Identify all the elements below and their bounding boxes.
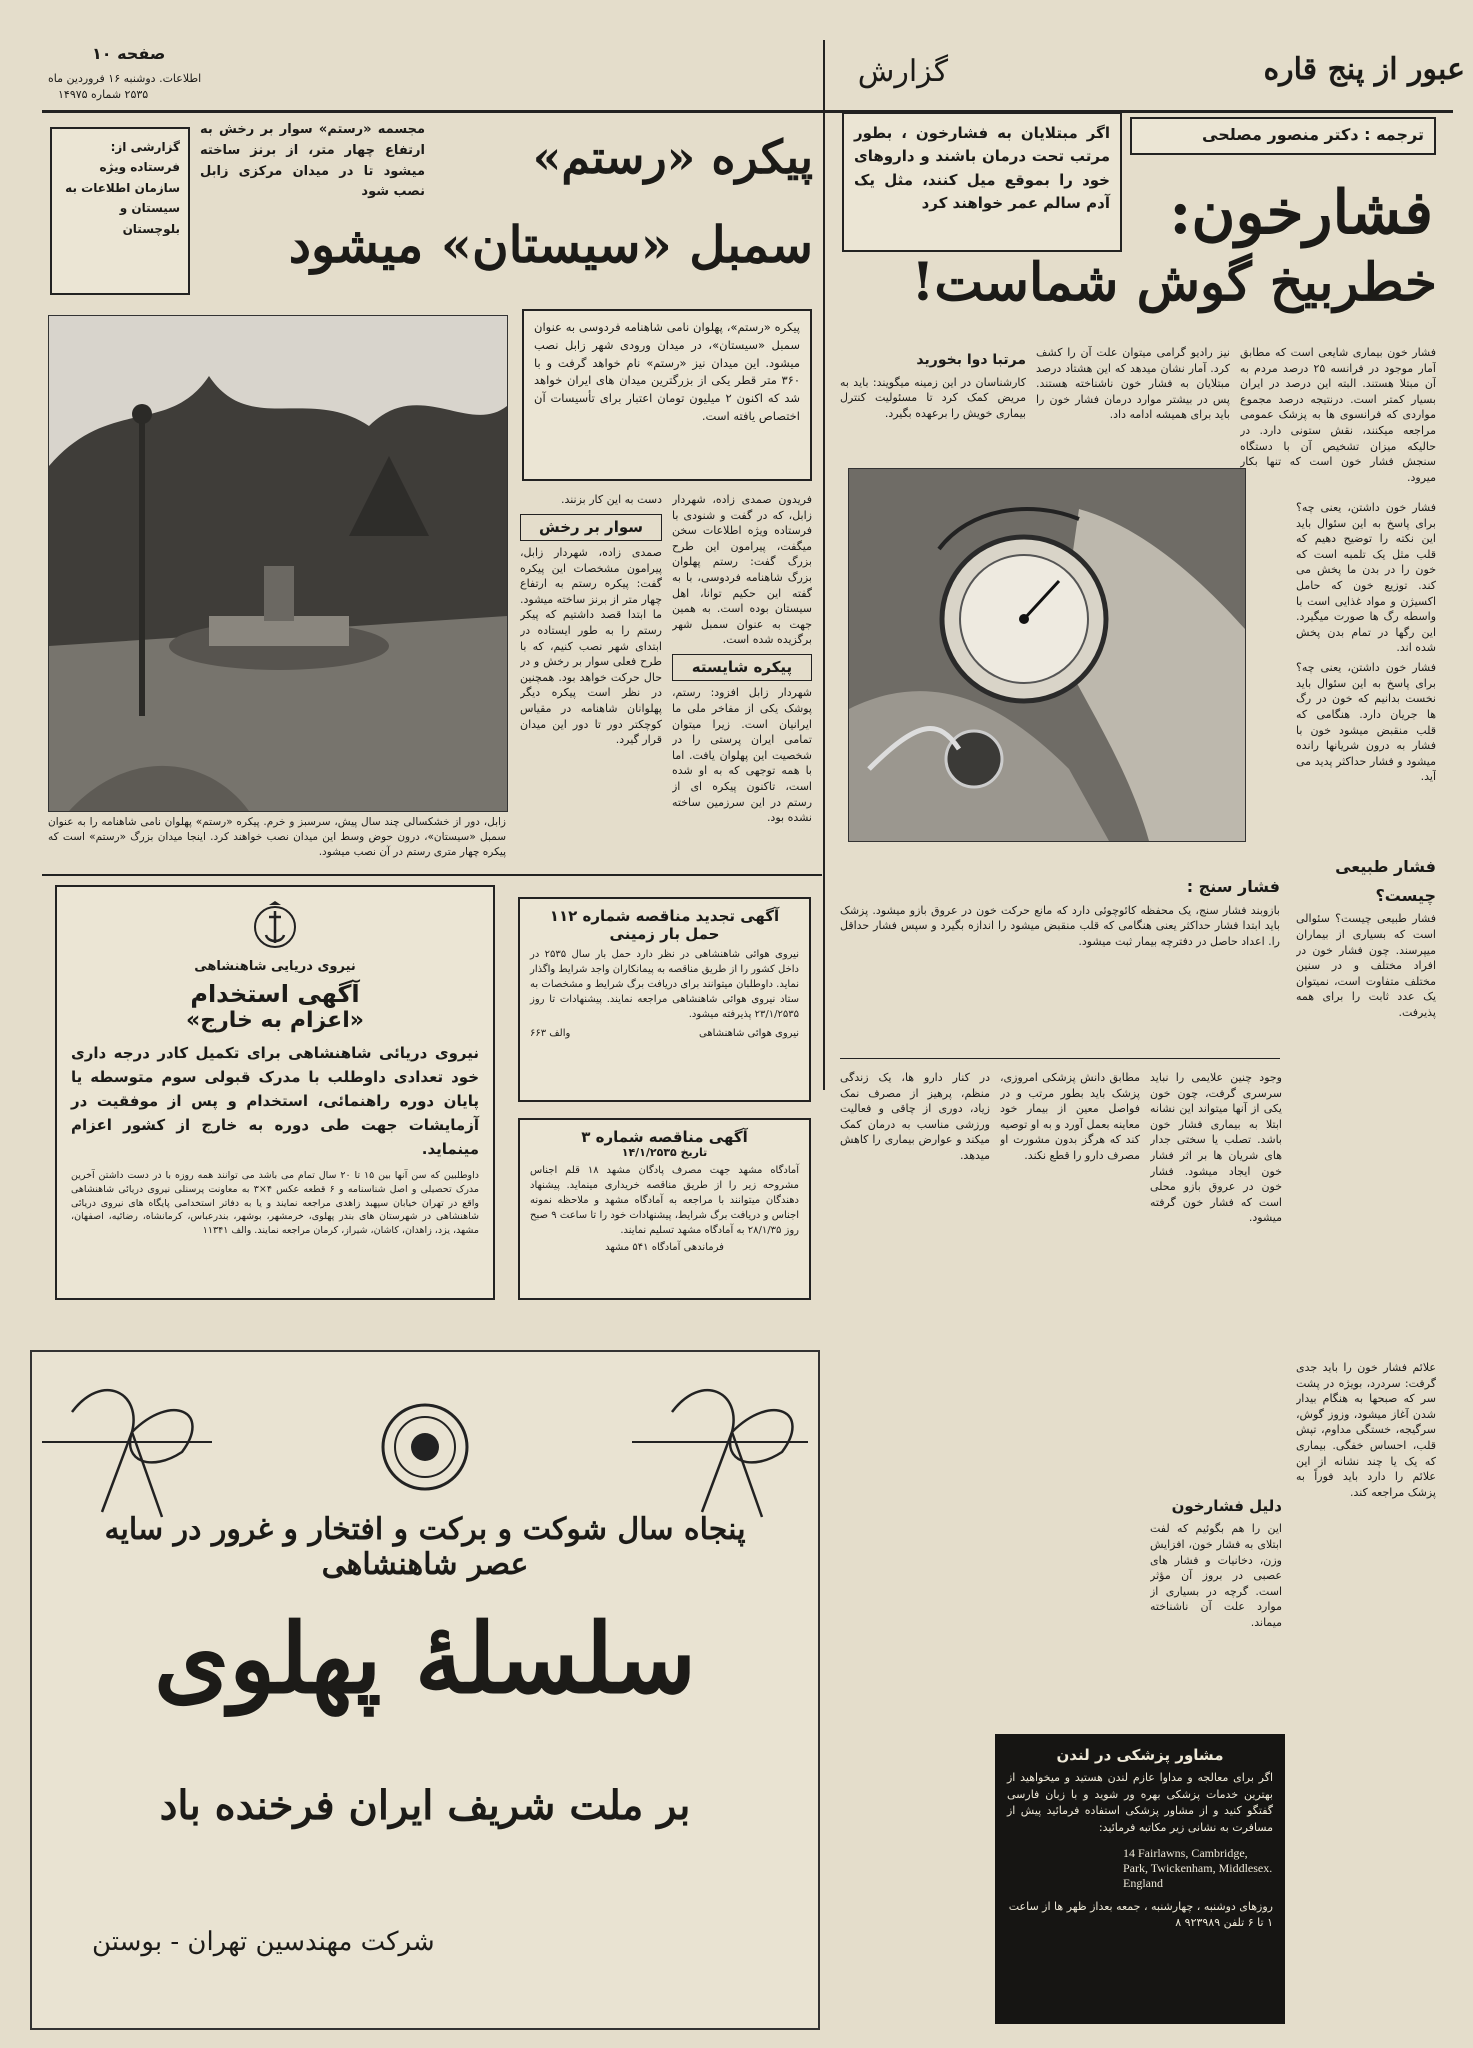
paragraph: فشار طبیعی چیست؟ سئوالی است که بسیاری از بیماران میپرسند. چون فشار خون در افراد مختلف و در سنین مختلف متفاوت است، نمیتوان یک عدد ثابت را برای همه پذیرفت.: [1296, 912, 1436, 1020]
subhead: چیست؟: [1375, 885, 1436, 905]
rostam-col-1: [672, 492, 812, 872]
photo-caption: زابل، دور از خشکسالی چند سال پیش، سرسبز و خرم. پیکره «رستم» پهلوان نامی شاهنامه را به عنوان سمبل «سیستان»، درون حوض وسط این میدان نصب خواهند کرد. اینجا میدان بزرگ «رستم» است که پیکره چهار متری رستم در آن نصب میشود.: [48, 816, 506, 859]
london-ad: [995, 1734, 1285, 2024]
blood-lower-rule: [840, 1058, 1280, 1059]
gauge-illustration: [849, 469, 1245, 841]
rostam-col-2: [520, 492, 662, 872]
paragraph: فشار خون بیماری شایعی است که مطابق آمار موجود در فرانسه ۲۵ درصد مردم به آن مبتلا هستند. البته این درصد در ایران بسیار کمتر است. درنتیجه درصد مجموع مواردی که فرانسوی ها به پزشک عمومی مراجعه میکنند، نقش ستونی دارد. در حالیکه میزان تشخیص آن با دستگاه سنجش فشار خون است که تنها بکار میرود.: [1240, 346, 1436, 484]
blood-headline-2: خطربیخ گوش شماست!: [911, 252, 1437, 313]
page-number: صفحه ۱۰: [92, 44, 166, 63]
park-illustration: [49, 316, 507, 811]
paragraph: فشار خون داشتن، یعنی چه؟ برای پاسخ به این سئوال باید نخست بدانیم که خون در رگ ها جریان دارد. هنگامی که قلب منقبض میشود خون با فشار به درون شریانها رانده میشود و فشار حداکثر پدید می آید.: [1296, 661, 1436, 784]
tender-3-ad: [518, 1118, 811, 1300]
tender-112-signer: نیروی هوائی شاهنشاهی: [699, 1028, 799, 1039]
london-hours: روزهای دوشنبه ، چهارشنبه ، جمعه بعداز ظهر ها از ساعت ۱ تا ۶ تلفن ۹۲۳۹۸۹ ۸: [1008, 1900, 1273, 1929]
rostam-intro-box: [522, 309, 812, 481]
navy-details: داوطلبین که سن آنها بین ۱۵ تا ۲۰ سال تمام می باشد می توانند همه روزه با در دست داشتن آخرین مدرک تحصیلی و اصل شناسنامه و ۶ قطعه عکس ۴×۳ به معاونت پرسنلی نیروی دریائی شاهنشاهی واقع در تهران خیابان سپهبد زاهدی مراجعه نمایند و یا به دفاتر استخدامی پایگاه های نیروی دریائی شاهنشاهی در شهرستان های بندر پهلوی، خرمشهر، بوشهر، بندرعباس، کرمانشاه، رضائیه، اصفهان، مشهد، یزد، زاهدان، کاشان، شیراز، کرمان مراجعه نمایند. والف ۱۱۳۴۱: [71, 1170, 479, 1237]
paragraph: نیز رادیو گرامی میتوان علت آن را کشف کرد. آمار نشان میدهد که این هشتاد درصد مبتلایان به فشار خون ناشناخته هستند. پس در بیشتر موارد درمان فشار خون را باید برای همیشه ادامه داد.: [1036, 346, 1230, 422]
middle-rule: [42, 874, 822, 876]
causes-section: [1150, 1490, 1282, 1730]
callout-box: [842, 112, 1122, 252]
tender-112-subtitle: حمل بار زمینی: [609, 925, 720, 943]
navy-ad: [55, 885, 495, 1300]
zabol-square-photo: [48, 315, 508, 812]
issue-date: اطلاعات. دوشنبه ۱۶ فروردین ماه: [48, 72, 202, 85]
tender-112-footer: [530, 1028, 799, 1039]
paragraph: در کنار دارو ها، یک زندگی منظم، پرهیز از مصرف نمک زیاد، دوری از چاقی و فعالیت ورزشی مناسب به درمان کمک میکند و عوارض بیماری را کاهش میدهد.: [840, 1071, 990, 1163]
anchor-emblem-icon: [252, 901, 298, 957]
blood-col-right: [1296, 500, 1436, 840]
tender-3-signer: فرماندهی آمادگاه ۵۴۱ مشهد: [605, 1242, 724, 1253]
column-divider-main: [823, 40, 825, 1090]
tender-112-body: نیروی هوائی شاهنشاهی در نظر دارد حمل بار سال ۲۵۳۵ در داخل کشور را از طریق مناقصه به پیمانکاران واجد شرایط واگذار نماید. داوطلبان میتوانند برای دریافت برگ شرایط و مشخصات به ستاد نیروی هوائی شاهنشاهی مراجعه نمایند. پیشنهادات تا روز ۲۳/۱/۲۵۳۵ پذیرفته میشود.: [530, 949, 799, 1020]
callout-text: اگر مبتلایان به فشارخون ، بطور مرتب تحت درمان باشند و داروهای خود را بموقع میل کنند، مثل یک آدم سالم عمر خواهند کرد: [854, 124, 1110, 212]
rostam-intro: پیکره «رستم»، پهلوان نامی شاهنامه فردوسی به عنوان سمبل «سیستان»، در میدان ورودی شهر زابل نصب میشود. این میدان نیز «رستم» نام خواهد گرفت و با ۳۶۰ متر قطر یکی از بزرگترین میدان های ایران خواهد شد که اکنون ۲ میلیون تومان اعتبار برای تأسیسات آن اختصاص یافته است.: [534, 320, 800, 424]
rostam-headline-1: پیکره «رستم»: [532, 130, 813, 184]
rostam-subhead: مجسمه «رستم» سوار بر رخش به ارتفاع چهار متر، از برنز ساخته میشود تا در میدان مرکزی زابل نصب شود: [200, 122, 425, 200]
paragraph: مطابق دانش پزشکی امروزی، پزشک باید بطور مرتب و در فواصل معین از بیمار خود معاینه بعمل آورد و به او توصیه کند که هرگز بدون مشورت او مصرف دارو را قطع نکند.: [1000, 1071, 1140, 1163]
paragraph: فشار خون داشتن، یعنی چه؟ برای پاسخ به این سئوال باید این نکته را توضیح دهیم که قلب مثل یک تلمبه است که خون را در بدن ما پخش می کند. توزیع خون که حامل اکسیژن و مواد غذایی است با واسطه رگ ها صورت میگیرد. این رگها در تمام بدن پخش شده اند.: [1296, 501, 1436, 655]
subhead: سوار بر رخش: [520, 514, 662, 541]
paragraph: صمدی زاده، شهردار زابل، پیرامون مشخصات این پیکره گفت: پیکره رستم به ارتفاع چهار متر از برنز ساخته میشود. ما ابتدا قصد داشتیم که پیکر رستم را به طور ایستاده در ابتدای شهر نصب کنیم، که با طرح فعلی سوار بر رخش و در حال حرکت خواهد بود. همچنین در نظر است پیکره دیگر پهلوانان شاهنامه در مقیاس کوچکتر دور تا دور این میدان قرار گیرد.: [520, 545, 662, 747]
banner-line-3: بر ملت شریف ایران فرخنده باد: [159, 1782, 691, 1829]
tender-112-ref: والف ۶۶۳: [530, 1028, 571, 1039]
header-rule: [42, 110, 1453, 113]
paragraph: بازوبند فشار سنج، یک محفظه کائوچوئی دارد که مانع حرکت خون در عروق بازو میشود. پزشک باید ابتدا فشار حداکثر یعنی هنگامی که قلب منقبض میشود را اندازه بگیرد و سپس فشار حداقل را. اعداد حاصل در دفترچه بیمار ثبت میشود.: [840, 903, 1280, 948]
london-body: اگر برای معالجه و مداوا عازم لندن هستید و میخواهید از بهترین خدمات پزشکی بهره ور شوید و با زبان فارسی گفتگو کنید و از مشاور پزشکی استفاده فرمائید پیش از مسافرت به نشانی زیر مکاتبه فرمائید:: [1007, 1771, 1273, 1834]
paragraph: دست به این کار بزنند.: [560, 493, 662, 506]
sphygmomanometer-photo: [848, 468, 1246, 842]
blood-headline-1: فشارخون:: [1169, 178, 1433, 248]
banner-line-1: پنجاه سال شوکت و برکت و افتخار و غرور در سایه عصر شاهنشاهی: [104, 1512, 746, 1582]
blood-col-1: [1240, 345, 1436, 495]
banner-line-2: سلسلهٔ پهلوی: [153, 1602, 696, 1715]
source-text: گزارشی از: فرستاده ویژه سازمان اطلاعات به سیستان و بلوچستان: [65, 140, 180, 236]
tender-3-body: آمادگاه مشهد جهت مصرف پادگان مشهد ۱۸ قلم اجناس مشروحه زیر را از طریق مناقصه خریداری مینماید. پیشنهاد دهندگان میتوانند با مراجعه به آمادگاه مشهد و ملاحظه نمونه اجناس و دریافت برگ شرایط، پیشنهادات خود را تا ساعت ۹ صبح روز ۲۸/۱/۳۵ به آمادگاه مشهد تسلیم نمایند.: [530, 1165, 800, 1236]
translator-credit: ترجمه : دکتر منصور مصلحی: [1202, 125, 1424, 144]
paragraph: کارشناسان در این زمینه میگویند: باید به مریض کمک کرد تا مسئولیت کنترل بیماری خویش را برعهده بگیرد.: [840, 375, 1026, 421]
paragraph: وجود چنین علایمی را نباید سرسری گرفت، چون خون یکی از آنها میتواند این نشانه ابتلا به بیماری فشار خون باشد. تصلب یا سختی جدار های شریان ها بر اثر فشار خون ایجاد میشود. فشار خون در عروق بازو محلی است که فشار خون گرفته میشود.: [1150, 1071, 1282, 1225]
tender-112-ad: [518, 897, 811, 1102]
paragraph: این را هم بگوئیم که لفت ابتلای به فشار خون، افزایش وزن، دخانیات و فشار های عصبی در بروز آن مؤثر است. گرچه در بسیاری از موارد علت آن ناشناخته میماند.: [1150, 1522, 1282, 1629]
issue-number: ۲۵۳۵ شماره ۱۴۹۷۵: [58, 88, 149, 101]
banner-signer: شرکت مهندسین تهران - بوستن: [92, 1927, 435, 1957]
navy-body: نیروی دریائی شاهنشاهی برای تکمیل کادر درجه داری خود تعدادی داوطلب با مدرک قبولی سوم متوسطه یا پایان دوره راهنمائی، استخدام و پس از موفقیت در آزمایشات جهت طی دوره به خارج از کشور اعزام مینماید.: [71, 1044, 479, 1158]
paragraph: علائم فشار خون را باید جدی گرفت: سردرد، بویژه در پشت سر که صبحها به هنگام بیدار شدن آغاز میشود، وزوز گوش، سرگیجه، خستگی مداوم، تپش قلب، احساس خفگی. بیماری که یک یا چند نشانه از این علائم را دارد باید فوراً به پزشک مراجعه کند.: [1296, 1361, 1436, 1499]
subhead: مرتبا دوا بخورید: [916, 352, 1026, 368]
tender-3-title: آگهی مناقصه شماره ۳: [581, 1128, 748, 1146]
normal-section: [1296, 850, 1436, 1350]
pahlavi-banner: [30, 1350, 820, 2030]
tender-3-date: تاریخ ۱۴/۱/۲۵۳۵: [621, 1146, 708, 1159]
subhead: فشار طبیعی: [1335, 857, 1436, 876]
rostam-headline-2: سمبل «سیستان» میشود: [288, 215, 813, 274]
paragraph: شهردار زابل افزود: رستم، پوشک یکی از مفاخر ملی ما ایرانیان است. زیرا میتوان تمامی ایران پرستی را در شخصیت این پهلوان یافت. اما با همه توجهی که به او شده است، تاکنون پیکره ای از رستم در این سرزمین ساخته نشده بود.: [672, 686, 812, 825]
section-title: گزارش: [857, 54, 948, 89]
paragraph: فریدون صمدی زاده، شهردار زابل، که در گفت و شنودی با فرستاده ویژه اطلاعات سخن میگفت، پیرامون این طرح بزرگ گفت: رستم پهلوان بزرگ شاهنامه فردوسی، با به گفته این حکیم توانا، اهل سیستان بوده است. به همین جهت به عنوان سمبل شهر برگزیده شده است.: [672, 493, 812, 647]
london-address: 14 Fairlawns, Cambridge, Park, Twickenham, Middlesex. England: [1123, 1846, 1273, 1890]
source-box: [50, 127, 190, 295]
translator-box: [1130, 117, 1436, 155]
london-title: مشاور پزشکی در لندن: [1056, 1746, 1224, 1764]
symptoms-section: [1296, 1360, 1436, 2030]
blood-col-b: [1000, 1070, 1140, 1490]
subhead: فشار سنج :: [1186, 877, 1280, 896]
sanj-section: [840, 870, 1280, 1045]
subhead: دلیل فشارخون: [1171, 1497, 1282, 1515]
blood-col-a: [1150, 1070, 1282, 1490]
series-title: عبور از پنج قاره: [1263, 52, 1465, 87]
blood-col-c: [840, 1070, 990, 1490]
navy-title: آگهی استخدام: [190, 980, 360, 1008]
navy-subtitle: «اعزام به خارج»: [186, 1008, 364, 1033]
subhead: پیکره شایسته: [672, 654, 812, 681]
navy-org: نیروی دریایی شاهنشاهی: [194, 959, 356, 974]
tender-112-title: آگهی تجدید مناقصه شماره ۱۱۲: [549, 907, 780, 925]
